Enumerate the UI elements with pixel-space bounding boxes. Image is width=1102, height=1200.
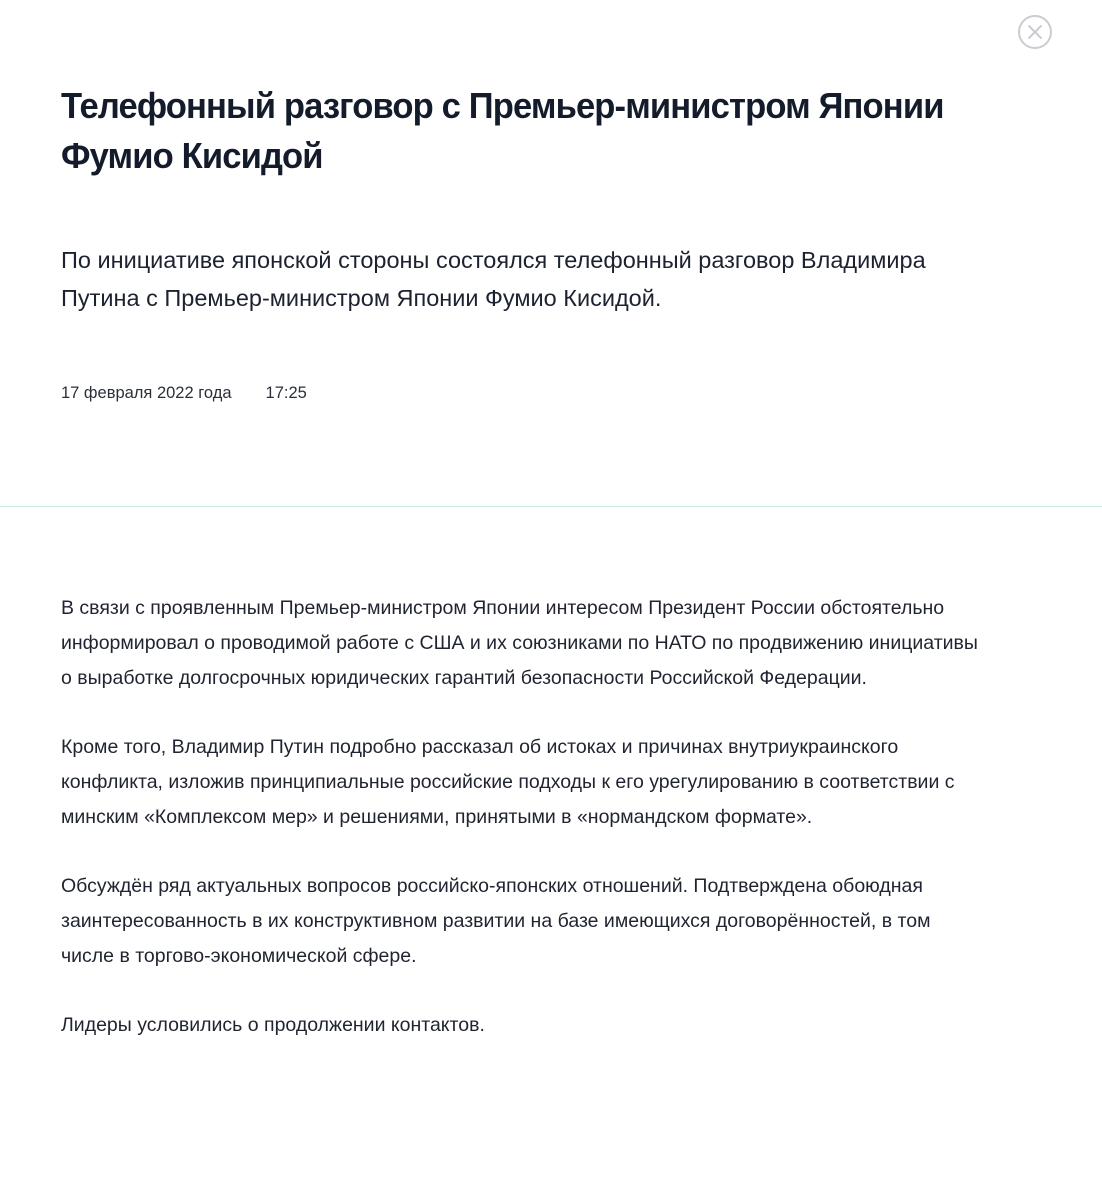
article-meta — [61, 382, 307, 404]
article-paragraph: Лидеры условились о продолжении контактов. — [61, 1014, 485, 1036]
publication-time: 17:25 — [265, 384, 307, 402]
article-paragraph: Обсуждён ряд актуальных вопросов российско-японских отношений. Подтверждена обоюдная заинтересованность в их конструктивном развитии на базе имеющихся договорённостей, в том числе в торгово-экономической сфере. — [61, 875, 931, 967]
article-paragraph: Кроме того, Владимир Путин подробно рассказал об истоках и причинах внутриукраинского конфликта, изложив принципиальные российские подходы к его урегулированию в соответствии с минским «Комплексом мер» и решениями, принятыми в «нормандском формате». — [61, 736, 955, 828]
close-icon — [1027, 24, 1043, 40]
publication-date: 17 февраля 2022 года — [61, 384, 232, 402]
close-button[interactable] — [1018, 15, 1052, 49]
divider — [0, 506, 1102, 507]
article-lead: По инициативе японской стороны состоялся телефонный разговор Владимира Путина с Премьер-министром Японии Фумио Кисидой. — [61, 247, 926, 311]
article-body — [61, 591, 981, 1077]
page-title: Телефонный разговор с Премьер-министром Японии Фумио Кисидой — [61, 85, 944, 176]
article-paragraph: В связи с проявленным Премьер-министром Японии интересом Президент России обстоятельно информировал о проводимой работе с США и их союзниками по НАТО по продвижению инициативы о выработке долгосрочных юридических гарантий безопасности Российской Федерации. — [61, 597, 978, 689]
